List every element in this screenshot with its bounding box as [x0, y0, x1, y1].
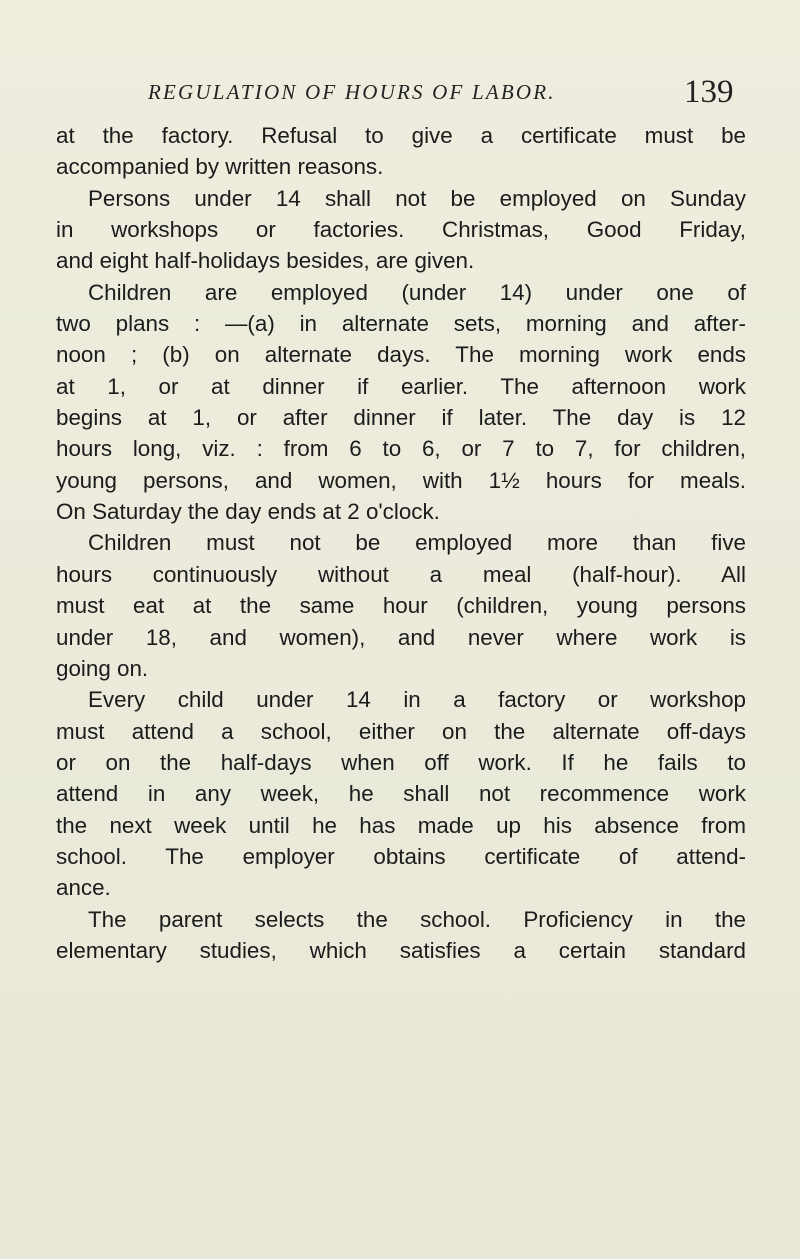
text-line: school. The employer obtains certificate of attend- — [56, 843, 746, 869]
text-line: elementary studies, which satisfies a certain standard — [56, 937, 746, 963]
text-line: Children must not be employed more than five — [88, 530, 746, 556]
text-line: The parent selects the school. Proficiency in the — [88, 906, 746, 932]
text-line: Every child under 14 in a factory or workshop — [88, 687, 746, 713]
running-title: REGULATION OF HOURS OF LABOR. — [148, 80, 556, 104]
paragraph-meal-rules — [56, 527, 746, 684]
text-line: Persons under 14 shall not be employed on Sunday — [88, 185, 746, 211]
text-line: at the factory. Refusal to give a certificate must be — [56, 123, 746, 148]
text-line: On Saturday the day ends at 2 o'clock. — [56, 499, 440, 525]
text-line: in workshops or factories. Christmas, Good Friday, — [56, 217, 746, 243]
paragraph-school-attendance — [56, 684, 746, 903]
text-line: hours continuously without a meal (half-hour). All — [56, 561, 746, 587]
text-line: under 18, and women), and never where work is — [56, 624, 746, 650]
text-line: must attend a school, either on the alternate off-days — [56, 718, 746, 744]
text-line: going on. — [56, 655, 149, 681]
paragraph-continuation — [56, 120, 746, 183]
text-line: accompanied by written reasons. — [56, 154, 384, 180]
paragraph-children-plans — [56, 277, 746, 528]
text-line: hours long, viz. : from 6 to 6, or 7 to 7, for children, — [56, 436, 746, 462]
paragraph-sunday-employment — [56, 183, 746, 277]
text-line: and eight half-holidays besides, are given. — [56, 248, 475, 274]
text-line: ance. — [56, 875, 111, 901]
text-line: attend in any week, he shall not recommence work — [56, 781, 746, 807]
text-line: at 1, or at dinner if earlier. The afternoon work — [56, 373, 746, 399]
text-line: the next week until he has made up his absence from — [56, 812, 746, 838]
text-line: noon ; (b) on alternate days. The morning work ends — [56, 342, 746, 368]
page-number: 139 — [684, 74, 734, 110]
text-line: young persons, and women, with 1½ hours for meals. — [56, 467, 746, 493]
running-head — [0, 74, 800, 118]
text-line: two plans : —(a) in alternate sets, morning and after- — [56, 311, 746, 337]
text-line: must eat at the same hour (children, young persons — [56, 593, 746, 619]
text-line: or on the half-days when off work. If he fails to — [56, 749, 746, 775]
paragraph-parent-selects-school — [56, 904, 746, 967]
text-line: Children are employed (under 14) under one of — [88, 279, 746, 305]
text-line: begins at 1, or after dinner if later. The day is 12 — [56, 405, 746, 431]
body-text — [56, 120, 746, 966]
